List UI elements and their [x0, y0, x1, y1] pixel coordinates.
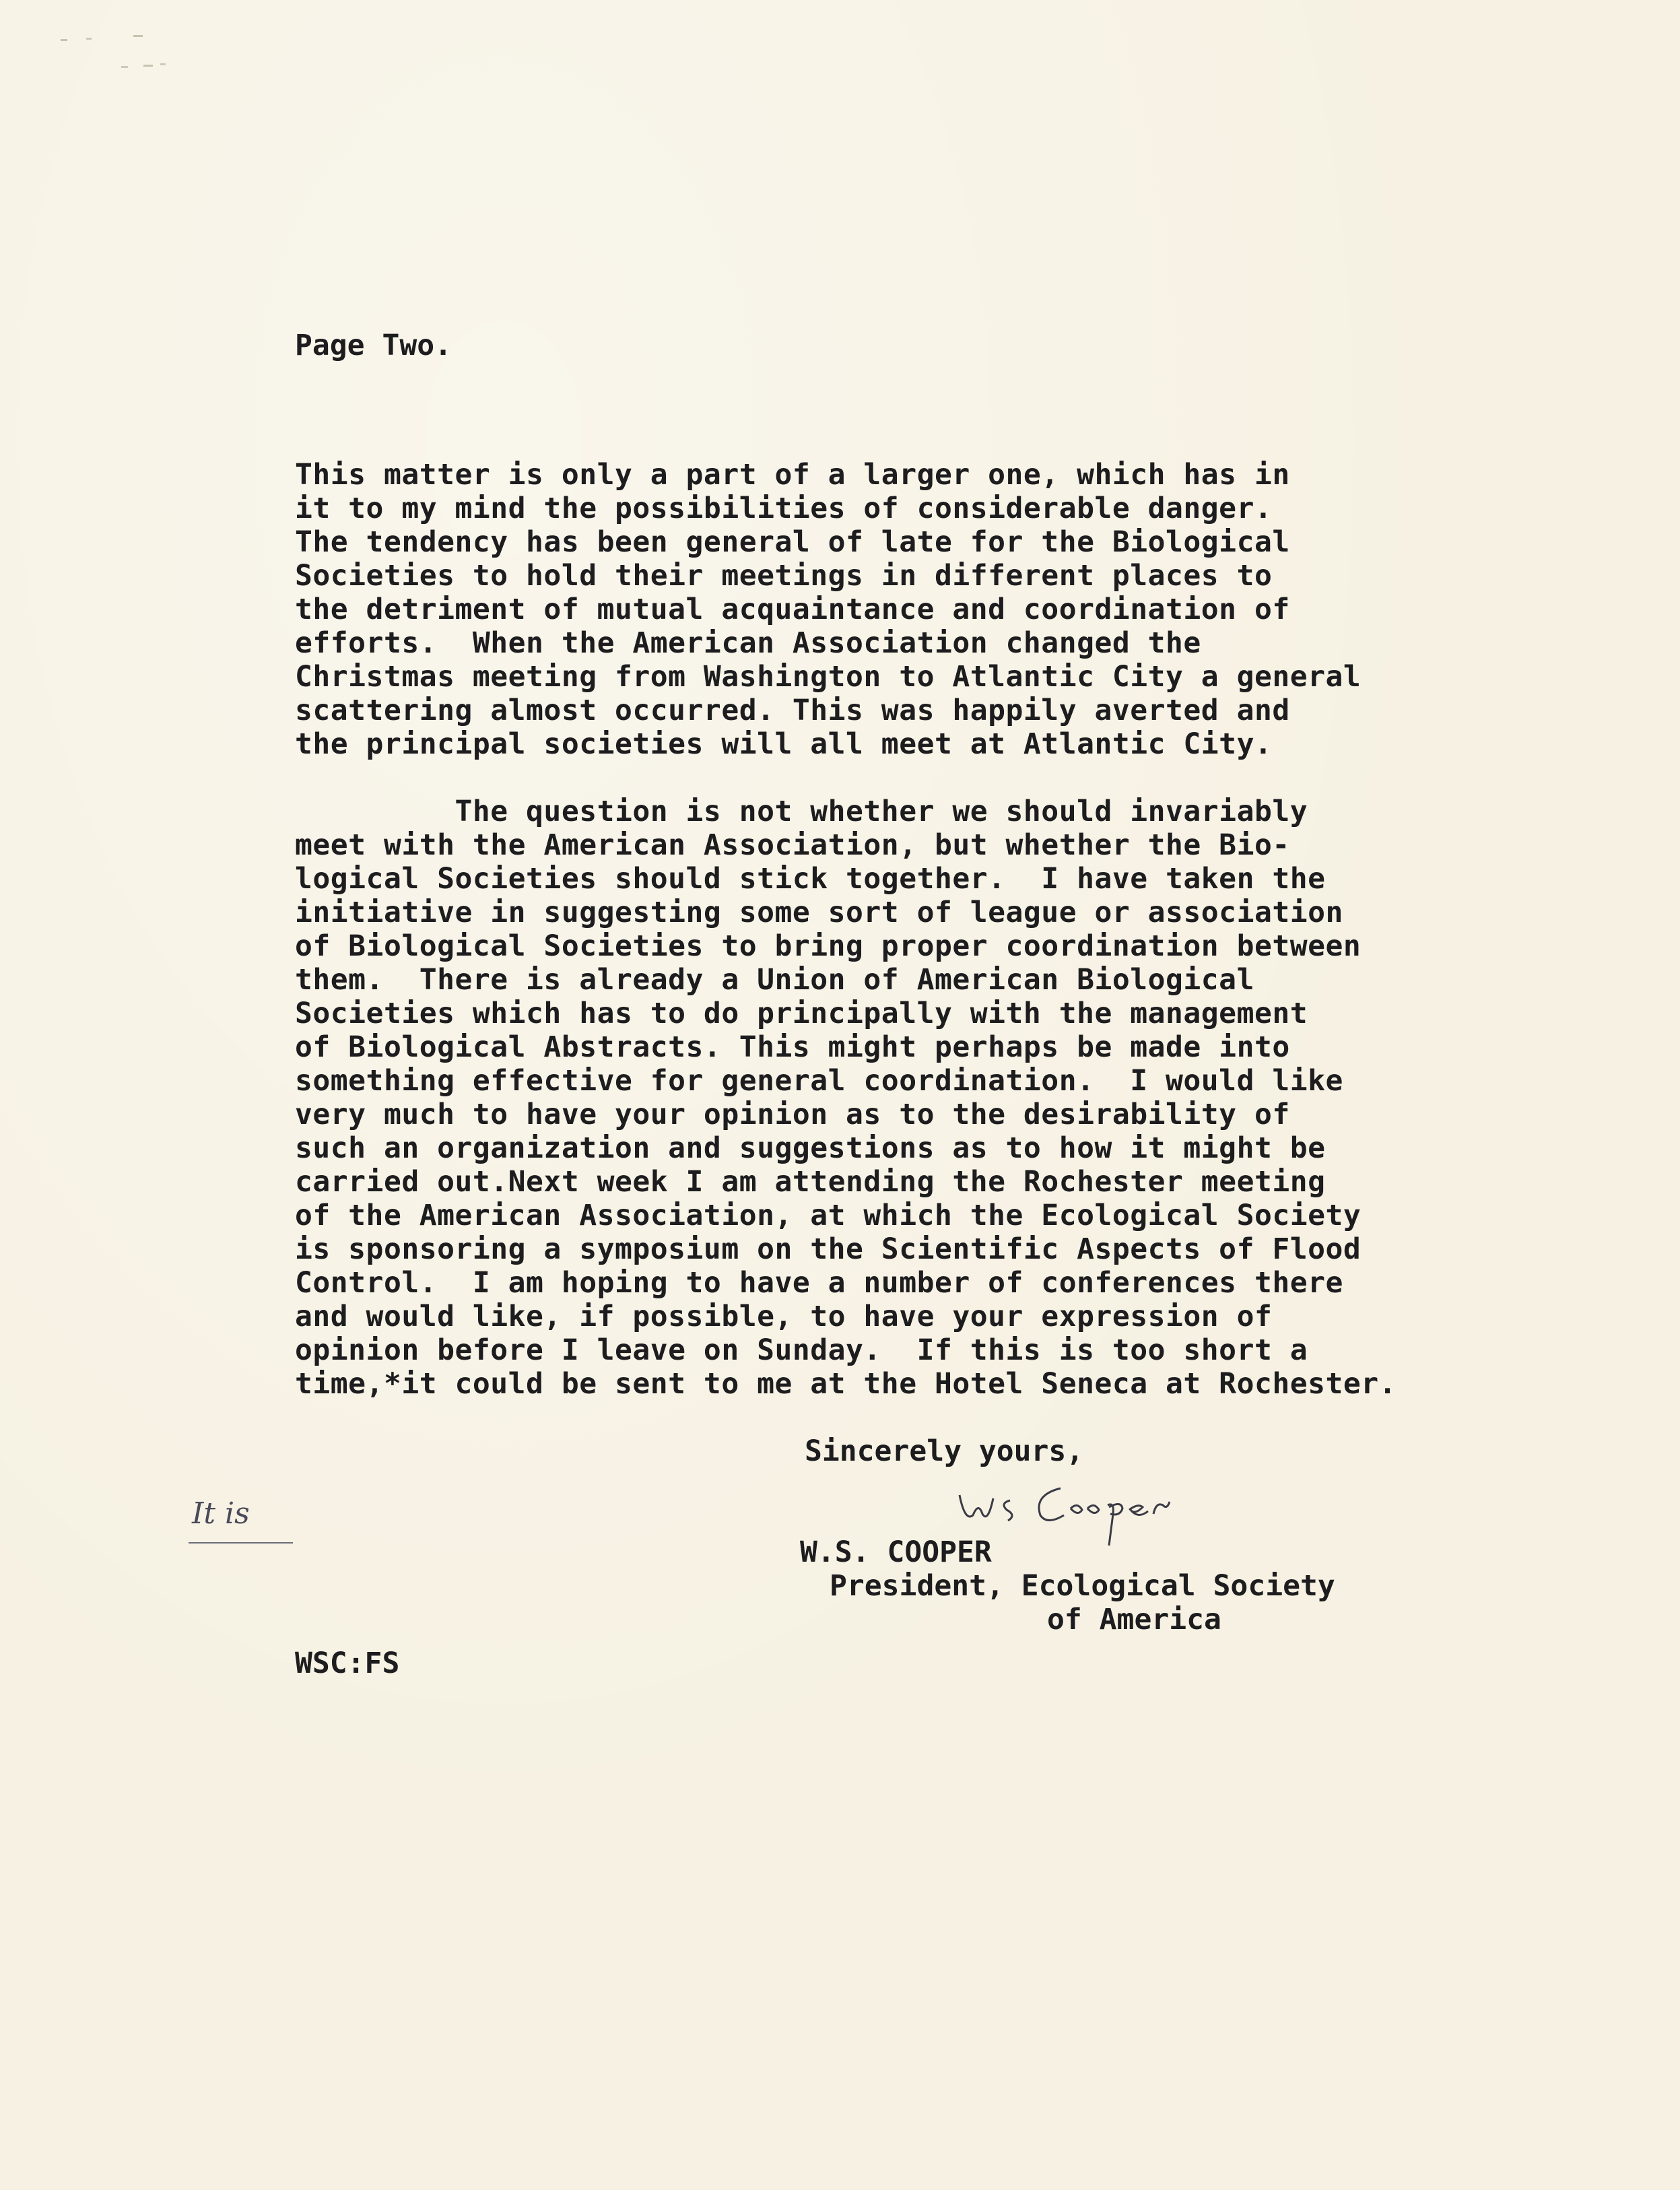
- paragraph-2-line: logical Societies should stick together. I have taken the: [295, 862, 1326, 896]
- paragraph-2-line: very much to have your opinion as to the desirability of: [295, 1098, 1290, 1131]
- paragraph-2-line: Societies which has to do principally with the management: [295, 997, 1308, 1030]
- handwritten-signature: [953, 1468, 1259, 1556]
- handwritten-underline: [189, 1542, 293, 1544]
- paragraph-1-line: Societies to hold their meetings in different places to: [295, 559, 1273, 593]
- paragraph-2-line: initiative in suggesting some sort of league or association: [295, 896, 1343, 929]
- typist-initials: WSC:FS: [295, 1647, 400, 1680]
- paragraph-2-line: The question is not whether we should invariably: [295, 795, 1308, 828]
- paragraph-2-line: Control. I am hoping to have a number of conferences there: [295, 1266, 1343, 1300]
- closing-salutation: Sincerely yours,: [805, 1434, 1084, 1468]
- paragraph-1-line: it to my mind the possibilities of considerable danger.: [295, 492, 1273, 525]
- handwritten-margin-note: It is: [192, 1496, 250, 1531]
- paragraph-1-line: the principal societies will all meet at Atlantic City.: [295, 727, 1273, 761]
- paragraph-1-line: efforts. When the American Association changed the: [295, 626, 1201, 660]
- signer-name: W.S. COOPER: [800, 1535, 992, 1569]
- paragraph-2-line: of Biological Societies to bring proper coordination between: [295, 929, 1362, 963]
- paragraph-1-line: scattering almost occurred. This was happily averted and: [295, 694, 1290, 727]
- paragraph-2-line: them. There is already a Union of American Biological: [295, 963, 1254, 997]
- paragraph-2-line: of the American Association, at which the Ecological Society: [295, 1199, 1362, 1232]
- paragraph-2-line: time,*it could be sent to me at the Hotel Seneca at Rochester.: [295, 1367, 1397, 1401]
- paragraph-2-line: carried out.Next week I am attending the Rochester meeting: [295, 1165, 1326, 1199]
- paragraph-2-line: such an organization and suggestions as to how it might be: [295, 1131, 1326, 1165]
- paragraph-1-line: Christmas meeting from Washington to Atlantic City a general: [295, 660, 1362, 694]
- paragraph-2-line: opinion before I leave on Sunday. If this is too short a: [295, 1333, 1308, 1367]
- paragraph-1-line: The tendency has been general of late for the Biological: [295, 525, 1290, 559]
- paragraph-2-line: is sponsoring a symposium on the Scientific Aspects of Flood: [295, 1232, 1362, 1266]
- signer-title-line1: President, Ecological Society: [830, 1569, 1335, 1603]
- paragraph-2-line: something effective for general coordination. I would like: [295, 1064, 1343, 1098]
- paragraph-2-line: of Biological Abstracts. This might perhaps be made into: [295, 1030, 1290, 1064]
- paragraph-2-line: meet with the American Association, but whether the Bio-: [295, 828, 1290, 862]
- paragraph-2-line: and would like, if possible, to have your expression of: [295, 1300, 1273, 1333]
- page-label: Page Two.: [295, 329, 452, 362]
- paragraph-1-line: This matter is only a part of a larger one, which has in: [295, 458, 1290, 492]
- paragraph-1-line: the detriment of mutual acquaintance and coordination of: [295, 593, 1290, 626]
- paper-specks: [59, 34, 167, 94]
- signer-title-line2: of America: [1047, 1603, 1221, 1636]
